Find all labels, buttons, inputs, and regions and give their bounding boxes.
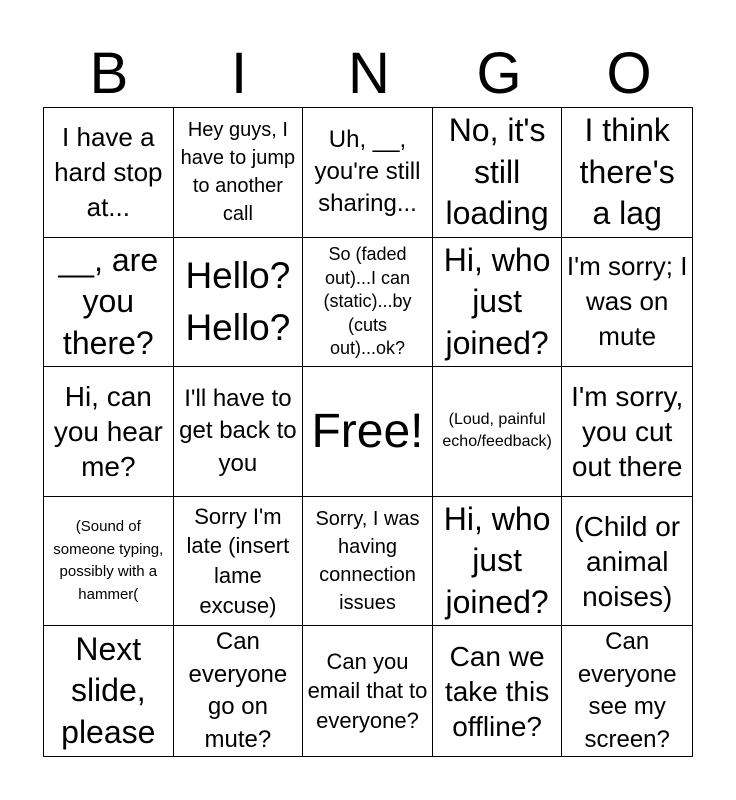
cell-text: I think there's a lag: [579, 111, 675, 232]
cell-text: (Loud, painful echo/feedback): [442, 411, 552, 451]
cell-text: (Sound of someone typing, possibly with a hammer(: [53, 518, 164, 603]
bingo-cell-2-1[interactable]: [44, 238, 174, 368]
cell-text: Hey guys, I have to jump to another call: [180, 119, 296, 226]
cell-text: __, are you there?: [58, 241, 159, 361]
cell-text: Can everyone see my screen?: [577, 628, 677, 753]
bingo-cell-4-4[interactable]: [433, 497, 563, 627]
bingo-cell-3-1[interactable]: [44, 367, 174, 497]
cell-text: No, it's still loading: [445, 111, 549, 232]
bingo-cell-2-5[interactable]: [562, 238, 692, 368]
header-letter-o: O: [606, 41, 652, 106]
bingo-cell-3-3[interactable]: [303, 367, 433, 497]
bingo-header: [44, 40, 694, 108]
bingo-cell-1-3[interactable]: [303, 108, 433, 238]
cell-text: I'm sorry, you cut out there: [571, 380, 684, 482]
bingo-board: [43, 107, 693, 757]
bingo-cell-4-5[interactable]: [562, 497, 692, 627]
cell-text: I'm sorry; I was on mute: [566, 251, 688, 352]
header-letter-n: N: [348, 41, 390, 106]
header-letter-g: G: [476, 41, 522, 106]
cell-text: I'll have to get back to you: [179, 384, 297, 477]
bingo-cell-2-2[interactable]: [174, 238, 304, 368]
bingo-cell-1-4[interactable]: [433, 108, 563, 238]
cell-text: Sorry, I was having connection issues: [315, 508, 420, 615]
cell-text: Can we take this offline?: [444, 640, 550, 742]
cell-text: Hi, who just joined?: [443, 500, 551, 620]
bingo-cell-4-3[interactable]: [303, 497, 433, 627]
cell-text: Hi, who just joined?: [443, 241, 551, 361]
cell-text: Can you email that to everyone?: [307, 648, 428, 734]
bingo-cell-4-2[interactable]: [174, 497, 304, 627]
header-letter-i: I: [230, 41, 248, 106]
bingo-cell-1-5[interactable]: [562, 108, 692, 238]
bingo-cell-5-1[interactable]: [44, 626, 174, 756]
bingo-cell-3-2[interactable]: [174, 367, 304, 497]
bingo-cell-5-5[interactable]: [562, 626, 692, 756]
bingo-cell-5-3[interactable]: [303, 626, 433, 756]
cell-text: Free!: [311, 404, 424, 458]
bingo-cell-4-1[interactable]: [44, 497, 174, 627]
bingo-cell-1-1[interactable]: [44, 108, 174, 238]
cell-text: Sorry I'm late (insert lame excuse): [186, 503, 290, 618]
cell-text: Hello? Hello?: [185, 255, 291, 348]
cell-text: Next slide, please: [61, 630, 156, 750]
bingo-cell-5-2[interactable]: [174, 626, 304, 756]
cell-text: So (faded out)...I can (static)...by (cuts out)...ok?: [323, 244, 412, 358]
bingo-cell-2-4[interactable]: [433, 238, 563, 368]
bingo-cell-1-2[interactable]: [174, 108, 304, 238]
cell-text: Uh, __, you're still sharing...: [314, 125, 421, 218]
bingo-cell-5-4[interactable]: [433, 626, 563, 756]
cell-text: I have a hard stop at...: [54, 121, 163, 222]
cell-text: Hi, can you hear me?: [53, 380, 163, 482]
bingo-cell-3-4[interactable]: [433, 367, 563, 497]
bingo-cell-3-5[interactable]: [562, 367, 692, 497]
cell-text: (Child or animal noises): [574, 510, 681, 612]
header-letter-b: B: [89, 41, 129, 106]
cell-text: Can everyone go on mute?: [188, 628, 288, 753]
bingo-cell-2-3[interactable]: [303, 238, 433, 368]
